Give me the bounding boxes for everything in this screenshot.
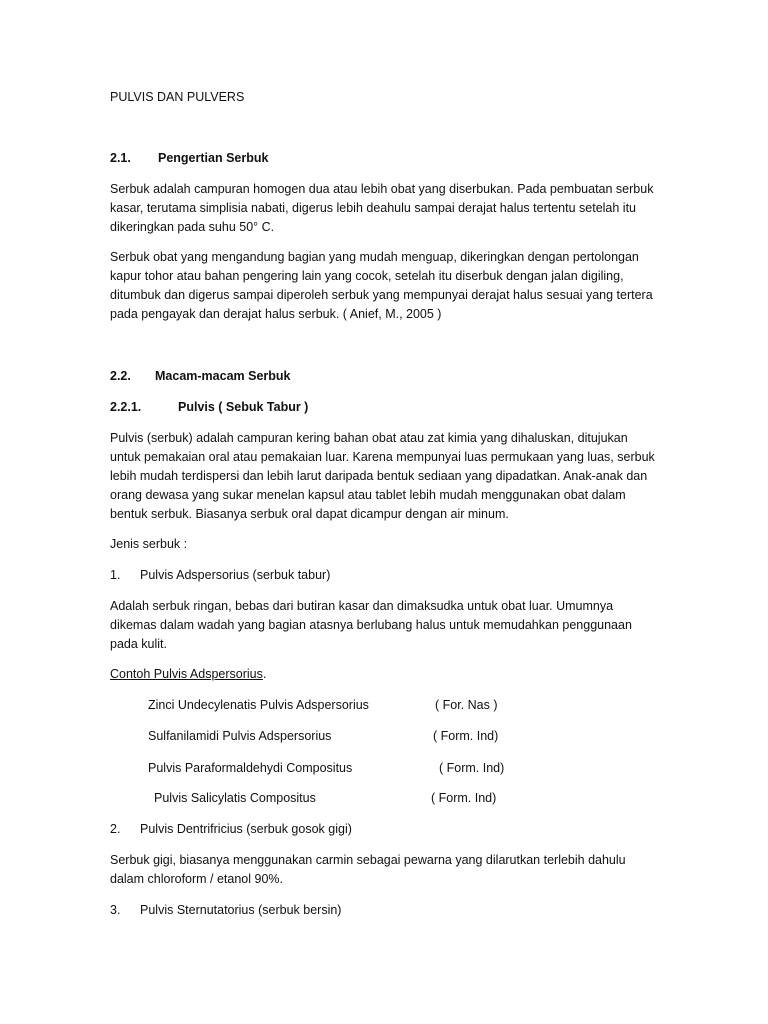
list-item-number: 1.	[110, 568, 121, 582]
section-number: 2.2.	[110, 369, 131, 383]
paragraph-line: kasar, terutama simplisia nabati, digerus lebih deahulu sampai derajat halus tertentu setelah itu	[110, 201, 637, 215]
section-heading: Pengertian Serbuk	[158, 151, 269, 165]
paragraph-line: untuk pemakaian oral atau pemakaian luar. Karena mempunyai luas permukaan yang luas, serbuk	[110, 450, 655, 464]
example-name: Pulvis Salicylatis Compositus	[154, 791, 316, 805]
example-reference: ( Form. Ind)	[439, 761, 505, 775]
paragraph-line: lebih mudah terdispersi dan lebih larut daripada bentuk sediaan yang dipadatkan. Anak-anak dan	[110, 469, 648, 483]
list-item-label: Pulvis Adspersorius (serbuk tabur)	[140, 568, 331, 582]
list-item-label: Pulvis Sternutatorius (serbuk bersin)	[140, 903, 342, 917]
example-heading-label: Contoh Pulvis Adspersorius	[110, 667, 263, 681]
paragraph-line: Adalah serbuk ringan, bebas dari butiran kasar dan dimaksudka untuk obat luar. Umumnya	[110, 599, 614, 613]
list-item-label: Pulvis Dentrifricius (serbuk gosok gigi)	[140, 822, 352, 836]
example-heading	[110, 665, 266, 684]
paragraph-line: dikeringkan pada suhu 50° C.	[110, 220, 275, 234]
paragraph-line: Serbuk adalah campuran homogen dua atau lebih obat yang diserbukan. Pada pembuatan serbuk	[110, 182, 654, 196]
paragraph-line: bentuk serbuk. Biasanya serbuk oral dapat dicampur dengan air minum.	[110, 507, 509, 521]
section-heading: Macam-macam Serbuk	[155, 369, 291, 383]
document-title: PULVIS DAN PULVERS	[110, 90, 245, 104]
paragraph-line: pada pengayak dan derajat halus serbuk. ( Anief, M., 2005 )	[110, 307, 442, 321]
example-reference: ( For. Nas )	[435, 698, 498, 712]
list-item-number: 2.	[110, 822, 121, 836]
example-name: Zinci Undecylenatis Pulvis Adspersorius	[148, 698, 369, 712]
example-name: Sulfanilamidi Pulvis Adspersorius	[148, 729, 332, 743]
example-reference: ( Form. Ind)	[431, 791, 497, 805]
list-item-number: 3.	[110, 903, 121, 917]
paragraph-line: pada kulit.	[110, 637, 167, 651]
subsection-heading: Pulvis ( Sebuk Tabur )	[178, 400, 309, 414]
subsection-number: 2.2.1.	[110, 400, 142, 414]
example-reference: ( Form. Ind)	[433, 729, 499, 743]
paragraph-line: Pulvis (serbuk) adalah campuran kering bahan obat atau zat kimia yang dihaluskan, ditujukan	[110, 431, 628, 445]
paragraph-line: kapur tohor atau bahan pengering lain yang cocok, setelah itu diserbuk dengan jalan digiling,	[110, 269, 624, 283]
paragraph-line: orang dewasa yang sukar menelan kapsul atau tablet lebih mudah menggunakan obat dalam	[110, 488, 626, 502]
paragraph-line: Serbuk obat yang mengandung bagian yang mudah menguap, dikeringkan dengan pertolongan	[110, 250, 639, 264]
list-intro: Jenis serbuk :	[110, 537, 188, 551]
example-heading-period: .	[262, 667, 267, 681]
example-name: Pulvis Paraformaldehydi Compositus	[148, 761, 353, 775]
paragraph-line: dikemas dalam wadah yang bagian atasnya berlubang halus untuk memudahkan penggunaan	[110, 618, 632, 632]
paragraph-line: ditumbuk dan digerus sampai diperoleh serbuk yang mempunyai derajat halus sesuai yang tertera	[110, 288, 653, 302]
paragraph-line: Serbuk gigi, biasanya menggunakan carmin sebagai pewarna yang dilarutkan terlebih dahulu	[110, 853, 626, 867]
paragraph-line: dalam chloroform / etanol 90%.	[110, 872, 284, 886]
section-number: 2.1.	[110, 151, 131, 165]
